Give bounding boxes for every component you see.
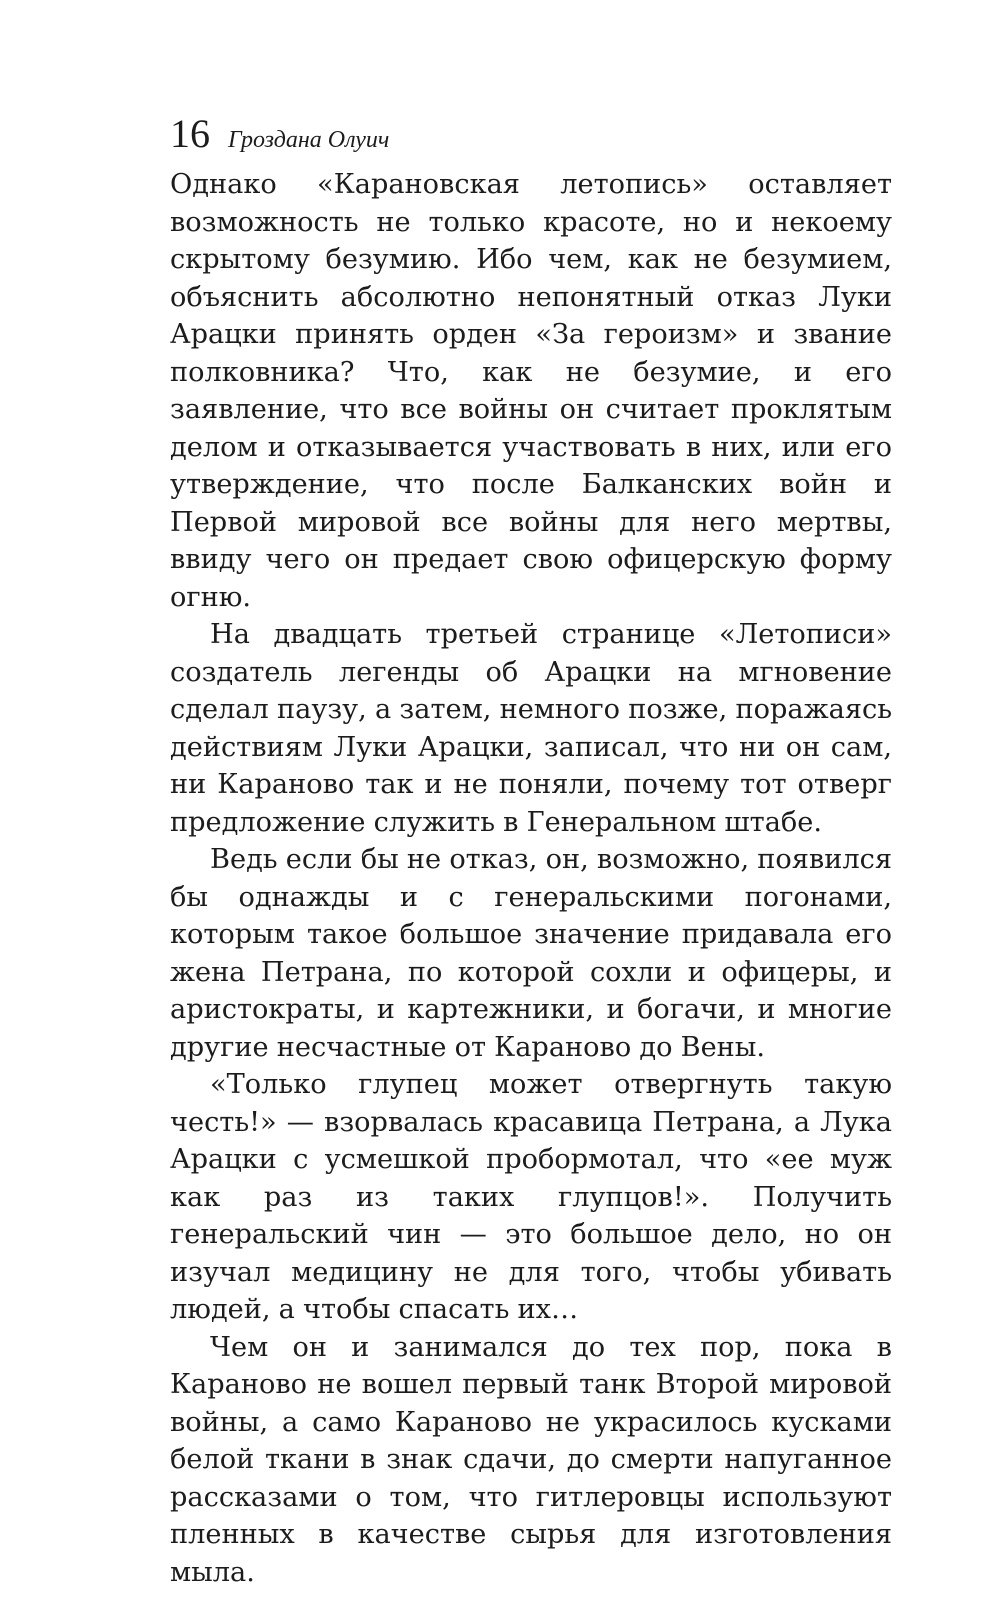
body-text: [170, 166, 892, 1591]
book-page: [170, 112, 892, 1591]
paragraph: Однако «Карановская летопись» оставляет возможность не только красоте, но и некоему скрытому безумию. Ибо чем, как не безумием, объяснить абсолютно непонятный отказ Луки Арацки принять орден «За героизм» и звание полковника? Что, как не безумие, и его заявление, что все войны он считает проклятым делом и отказывается участвовать в них, или его утверждение, что после Балканских войн и Первой мировой все войны для него мертвы, ввиду чего он предает свою офицерскую форму огню.: [170, 169, 892, 613]
paragraph: На двадцать третьей странице «Летописи» создатель легенды об Арацки на мгновение сделал паузу, а затем, немного позже, поражаясь действиям Луки Арацки, записал, что ни он сам, ни Караново так и не поняли, почему тот отверг предложение служить в Генеральном штабе.: [170, 619, 892, 838]
paragraph: Ведь если бы не отказ, он, возможно, появился бы однажды и с генеральскими погонами, которым такое большое значение придавала его жена Петрана, по которой сохли и офицеры, и аристократы, и картежники, и богачи, и многие другие несчастные от Караново до Вены.: [170, 844, 892, 1063]
paragraph: Чем он и занимался до тех пор, пока в Караново не вошел первый танк Второй мировой войны, а само Караново не украсилось кусками белой ткани в знак сдачи, до смерти напуганное рассказами о том, что гитлеровцы используют пленных в качестве сырья для изготовления мыла.: [170, 1331, 892, 1588]
page-number: 16: [170, 111, 210, 156]
running-head: [170, 112, 892, 156]
author-name: Гроздана Олуич: [228, 127, 390, 153]
paragraph: «Только глупец может отвергнуть такую честь!» — взорвалась красавица Петрана, а Лука Арацки с усмешкой пробормотал, что «ее муж как раз из таких глупцов!». Получить генеральский чин — это большое дело, но он изучал медицину не для того, чтобы убивать людей, а чтобы спасать их…: [170, 1069, 892, 1325]
